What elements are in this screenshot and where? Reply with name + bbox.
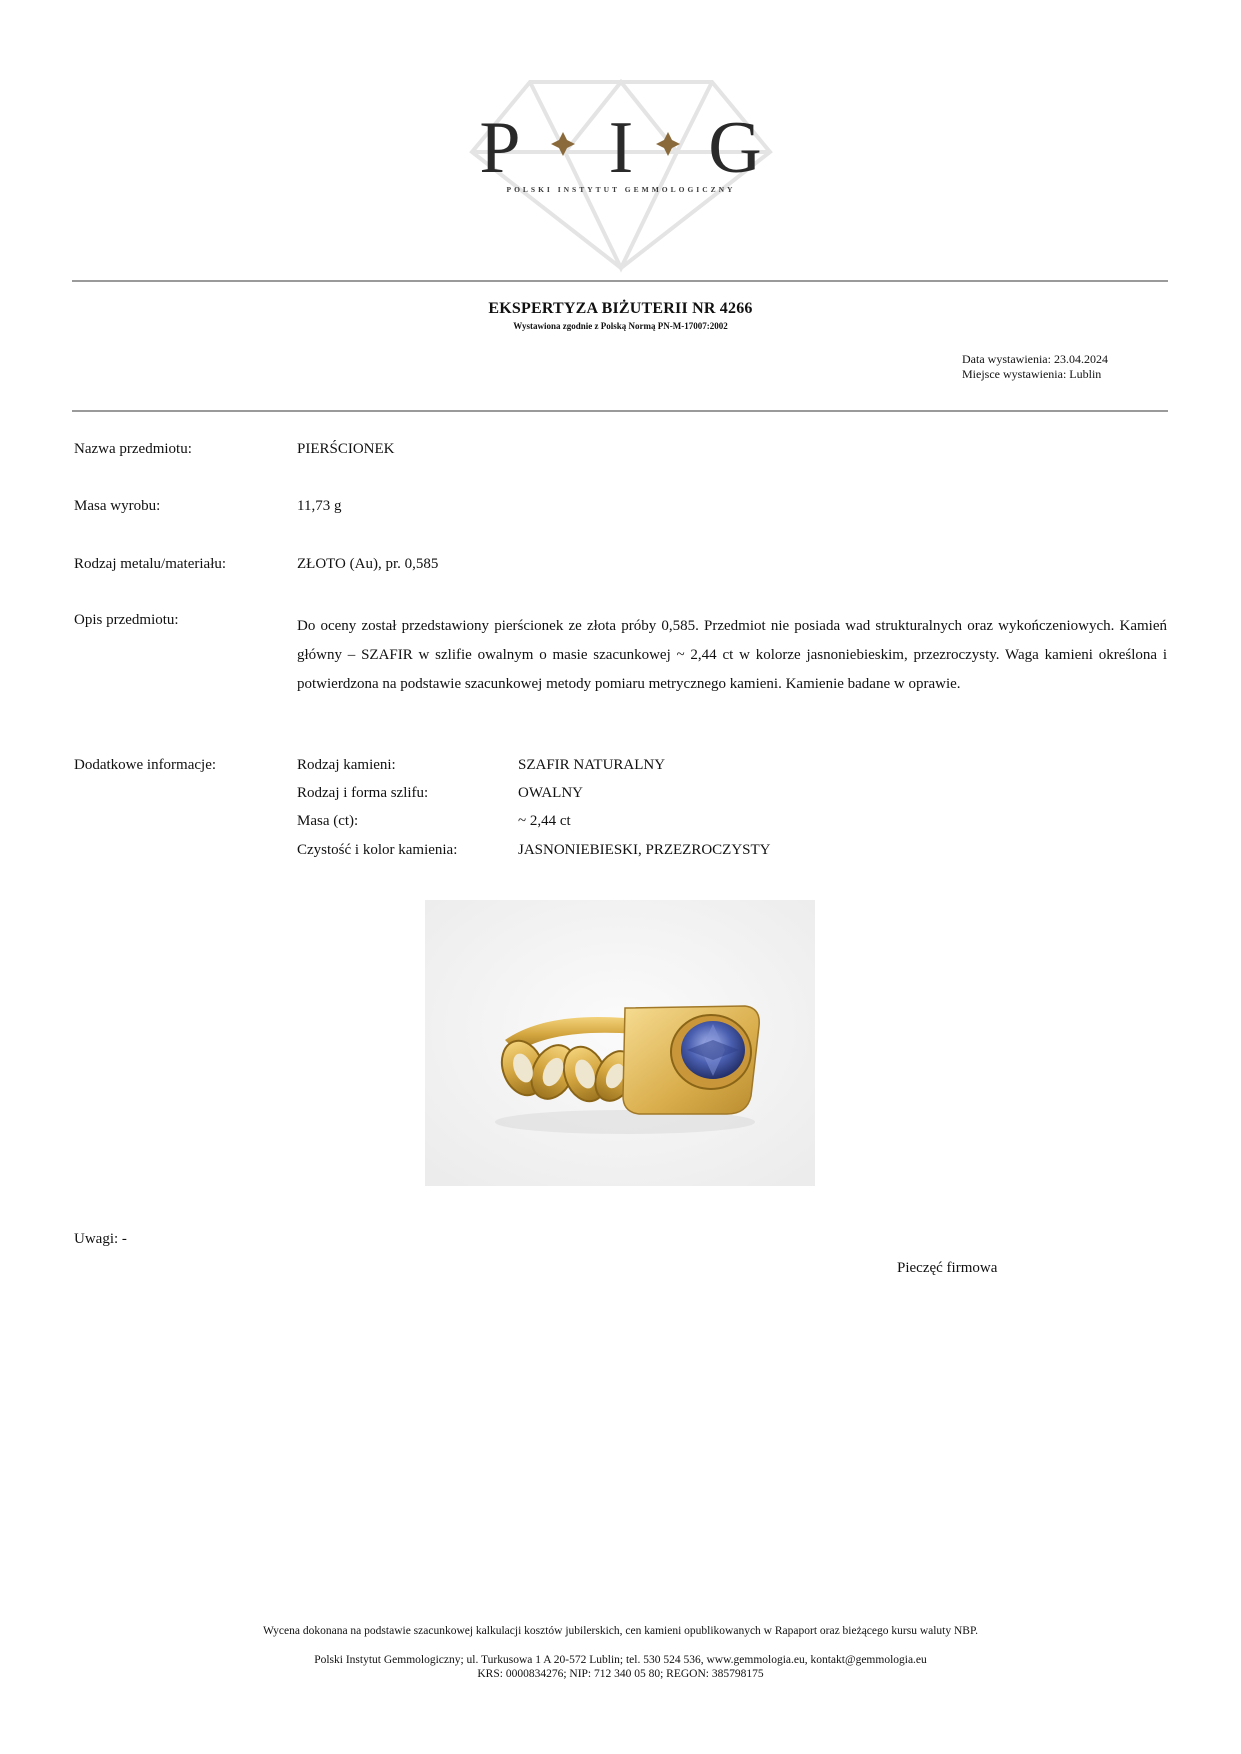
logo [0,0,1241,280]
info-key: Rodzaj i forma szlifu: [297,785,429,801]
pig-logo [0,0,1241,280]
item-name-label: Nazwa przedmiotu: [74,441,192,457]
logo-fullname: POLSKI INSTYTUT GEMMOLOGICZNY [506,185,736,194]
info-key: Masa (ct): [297,813,359,829]
ring-photo-image [425,900,815,1186]
document-title: EKSPERTYZA BIŻUTERII NR 4266 [488,300,753,317]
footer-valuation-note: Wycena dokonana na podstawie szacunkowej kalkulacji kosztów jubilerskich, cen kamieni opublikowanych w Rapaport oraz bieżącego kursu waluty NBP. [263,1625,978,1637]
issue-place: Miejsce wystawienia: Lublin [962,367,1102,381]
info-value: OWALNY [518,785,583,801]
metal-label: Rodzaj metalu/materiału: [74,556,227,572]
top-divider [72,280,1168,282]
info-value: ~ 2,44 ct [518,813,571,829]
issue-meta [962,352,1108,382]
mass-value: 11,73 g [297,498,342,514]
footer-address: Polski Instytut Gemmologiczny; ul. Turkusowa 1 A 20-572 Lublin; tel. 530 524 536, www.gemmologia.eu, kontakt@gemmologia.eu [314,1654,927,1666]
item-name-value: PIERŚCIONEK [297,441,395,457]
info-value: JASNONIEBIESKI, PRZEZROCZYSTY [518,842,771,858]
logo-letter-i: I [608,107,634,189]
header-divider [72,410,1168,412]
metal-value: ZŁOTO (Au), pr. 0,585 [297,556,439,572]
info-key: Rodzaj kamieni: [297,757,396,773]
footer-registry: KRS: 0000834276; NIP: 712 340 05 80; REGON: 385798175 [477,1668,764,1680]
logo-letter-g: G [708,107,762,189]
logo-letter-p: P [479,107,521,189]
company-stamp-label: Pieczęć firmowa [897,1260,998,1276]
document-subtitle: Wystawiona zgodnie z Polską Normą PN-M-17007:2002 [513,321,728,331]
description-text: Do oceny został przedstawiony pierścionek ze złota próby 0,585. Przedmiot nie posiada wad strukturalnych oraz wykończeniowych. Kamień główny – SZAFIR w szlifie owalnym o masie szacunkowej ~ 2,44 ct w kolorze jasnoniebieskim, przezroczysty. Waga kamieni określona i potwierdzona na podstawie szacunkowej metody pomiaru metrycznego kamieni. Kamienie badane w oprawie. [297,618,1167,692]
mass-label: Masa wyrobu: [74,498,161,514]
info-value: SZAFIR NATURALNY [518,757,666,773]
description-label: Opis przedmiotu: [74,612,179,628]
remarks: Uwagi: - [74,1231,127,1247]
additional-info-label: Dodatkowe informacje: [74,757,217,773]
info-key: Czystość i kolor kamienia: [297,842,458,858]
issue-date: Data wystawienia: 23.04.2024 [962,352,1108,366]
ring-photo [425,900,815,1186]
